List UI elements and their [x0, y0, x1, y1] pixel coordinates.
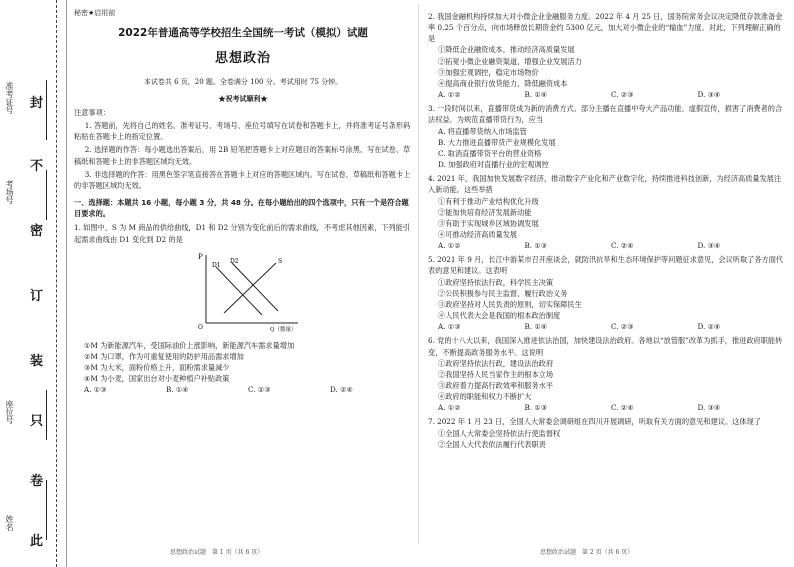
option: ③M 为大米，面粉价格上升，面粉需求量减少	[84, 363, 230, 373]
option: ①政府坚持依法行政，科学民主决策	[438, 277, 554, 287]
binding-char: 订	[30, 289, 44, 304]
option: B. 大力推进直播带货产业规模化发展	[438, 137, 556, 147]
answer-choice: B. ①③	[524, 241, 548, 251]
option: ④政府的职能和权力不断扩大	[438, 392, 532, 402]
option: ④可推动经济高质量发展	[438, 229, 518, 239]
option: D. 加强政府对直播行业的宏观调控	[438, 160, 549, 170]
option: ③有助于实现城乡区域协调发展	[438, 218, 539, 228]
d2-label: D2	[230, 257, 239, 265]
answer-choice: A. ①②	[438, 403, 461, 413]
answer-row	[74, 384, 412, 395]
good-luck-line: ★祝考试顺利★	[218, 94, 268, 104]
answer-choice: C. ②③	[248, 385, 271, 395]
answer-choice: C. ②③	[611, 322, 634, 332]
binding-strip	[0, 0, 66, 567]
field-line-name[interactable]	[46, 480, 47, 540]
d1-label: D1	[212, 261, 221, 269]
field-label-seat: 座位号	[5, 400, 14, 424]
question-2	[428, 11, 784, 100]
question-7	[428, 416, 784, 449]
binding-char: 装	[30, 354, 44, 369]
option: ③政府坚持对人民负责的原则，切实保障民生	[438, 299, 582, 309]
option: ④人民代表大会是我国的根本政治制度	[438, 311, 561, 321]
notice-item: 3. 非选择题的作答：用黑色签字笔直接答在答题卡上对应的答题区域内。写在试卷、草稿纸和答题卡上的非答题区域均无效。	[74, 169, 411, 190]
q-axis-label: Q（数量）	[270, 326, 297, 333]
answer-choice: D. ③④	[697, 403, 721, 413]
right-column	[428, 8, 784, 544]
exam-info: 本试卷共 6 页，20 题。全卷满分 100 分。考试用时 75 分钟。	[143, 78, 343, 87]
answer-choice: B. ①④	[524, 322, 548, 332]
question-stem: 7. 2022 年 1 月 23 日，全国人大常委会调研组在四川开展调研，听取有关方面的意见和建议。这体现了	[428, 417, 761, 427]
option: A. 将直播带货纳入市场监管	[438, 126, 527, 136]
notice-block	[74, 107, 412, 191]
option: ③政府着力提高行政效率和服务水平	[438, 381, 554, 390]
answer-row	[428, 321, 784, 332]
option: ②拓宽小微企业融资渠道，增强企业发展活力	[438, 56, 582, 66]
question-stem: 4. 2021 年，我国加快发展数字经济，推动数字产业化和产业数字化，持续推进科技创新，为经济高质量发展注入新动能。这些举措	[428, 174, 782, 195]
option: ②M 为口罩，作为可重复使用的防护用品需求增加	[84, 351, 244, 361]
answer-choice: C. ②④	[611, 241, 634, 251]
binding-char: 封	[30, 96, 44, 111]
answer-choice: A. ①③	[438, 322, 461, 332]
binding-char: 卷	[30, 474, 44, 489]
question-4	[428, 173, 784, 251]
column-divider	[418, 4, 419, 544]
question-1	[74, 222, 412, 395]
question-stem: 5. 2021 年 9 月，长江中游某市召开座谈会，就防汛抗旱和生态环境保护等问题征求意见，会议听取了各方面代表的意见和建议。这表明	[428, 255, 784, 276]
option: ①全国人大常委会坚持依法行使监督权	[438, 428, 561, 438]
notice-item: 1. 答题前，先将自己的姓名、准考证号、考场号、座位号填写在试卷和答题卡上，并将准考证号条形码粘贴在答题卡上的指定位置。	[74, 121, 411, 142]
notice-heading: 注意事项：	[74, 107, 110, 117]
question-stem: 3. 一段时间以来，直播带货成为新的消费方式。部分主播在直播中夸大产品功能、虚假宣传，损害了消费者的合法权益。为规范直播带货行为，应当	[428, 104, 783, 125]
answer-choice: A. ①②	[438, 90, 461, 100]
origin-label: O	[198, 323, 203, 331]
left-column	[74, 8, 412, 396]
answer-row	[428, 402, 784, 413]
field-line-seat[interactable]	[46, 390, 47, 440]
option: ①M 为新能源汽车，受国际油价上涨影响，新能源汽车需求量增加	[84, 340, 295, 350]
answer-row	[428, 89, 784, 100]
option: ④M 为小麦，国家出台对小麦种植户补贴政策	[84, 374, 230, 384]
supply-curve-s	[224, 263, 276, 313]
question-5	[428, 254, 784, 332]
dashed-seal-line	[56, 0, 57, 567]
field-label-name: 姓名	[5, 515, 14, 531]
answer-choice: D. ③④	[697, 241, 721, 251]
option: ④提高商业银行放贷能力，降低融资成本	[438, 78, 568, 88]
question-stem: 1. 如图中，S 为 M 商品的供给曲线，D1 和 D2 分别为变化前后的需求曲线，不考虑其他因素，下列能引起需求曲线由 D1 变化到 D2 的是	[74, 223, 411, 244]
notice-item: 2. 选择题的作答：每小题选出答案后，用 2B 铅笔把答题卡上对应题目的答案标号涂黑。写在试卷、草稿纸和答题卡上的非答题区域均无效。	[74, 145, 411, 166]
s-label: S	[278, 257, 283, 265]
page-footer-right: 思想政治试题 第 2 页（共 6 页）	[540, 549, 634, 556]
answer-choice: B. ①④	[524, 90, 548, 100]
answer-choice: A. ①②	[438, 241, 461, 251]
demand-curve-d1	[216, 267, 262, 315]
section-heading: 一、选择题：本题共 16 小题，每小题 3 分，共 48 分。在每小题给出的四个选项中，只有一个是符合题目要求的。	[74, 198, 409, 219]
exam-title: 2022年普通高等学校招生全国统一考试（模拟）试题	[118, 26, 368, 39]
subject-title: 思想政治	[214, 51, 271, 67]
answer-choice: B. ①④	[166, 385, 189, 395]
option: ①有利于推动产业结构优化升级	[438, 196, 539, 206]
binding-char: 只	[30, 414, 44, 429]
answer-choice: B. ①③	[524, 403, 548, 413]
demand-curve-d2	[232, 263, 278, 311]
answer-row	[428, 240, 784, 251]
page-footer-left: 思想政治试题 第 1 页（共 6 页）	[170, 549, 264, 556]
answer-choice: D. ②④	[330, 385, 353, 395]
answer-choice: A. ①③	[84, 385, 107, 395]
field-line-exam-number[interactable]	[46, 80, 47, 140]
right-question-list	[428, 11, 784, 450]
answer-choice: C. ②④	[611, 403, 634, 413]
answer-choice: D. ③④	[697, 90, 721, 100]
binding-edge-line	[66, 0, 67, 567]
secret-tag: 秘密★启用前	[74, 9, 116, 17]
field-label-exam-number: 准考证号	[5, 82, 14, 114]
option: ③加强宏观调控，稳定市场物价	[438, 67, 539, 77]
field-label-room: 考场号	[5, 180, 14, 204]
question-3	[428, 103, 784, 170]
question-stem: 2. 我国金融机构持续加大对小微企业金融服务力度。2022 年 4 月 25 日，国务院常务会议决定降低存款准备金率 0.25 个百分点，向市场释放长期资金约 5300 亿元，加大对小微企业的“输血”力度。对此，下列理解正确的是	[428, 12, 783, 44]
question-stem: 6. 党的十八大以来，我国深入推进依法治国，加快建设法治政府。各地以“放管服”改革为抓手，推进政府职能转变，不断提高政务服务水平。这说明	[428, 336, 783, 357]
binding-char: 密	[30, 224, 44, 239]
answer-choice: D. ②④	[697, 322, 721, 332]
option: ②能加快培育经济发展新动能	[438, 207, 532, 217]
option: ①降低企业融资成本，推动经济高质量发展	[438, 45, 575, 55]
p-axis-label: P	[198, 252, 203, 261]
supply-demand-chart	[194, 249, 304, 333]
option: C. 取消直播带货平台的营业资格	[438, 148, 542, 158]
answer-choice: C. ②③	[611, 90, 634, 100]
field-line-room[interactable]	[46, 170, 47, 220]
question-6	[428, 335, 784, 413]
option: ②公民积极参与民主监督，履行政治义务	[438, 288, 568, 298]
option: ②我国坚持人民当家作主的根本立场	[438, 369, 554, 379]
binding-char: 不	[30, 159, 44, 174]
option: ②全国人大代表依法履行代表职责	[438, 439, 546, 449]
option: ①政府坚持依法行政，建设法治政府	[438, 358, 554, 368]
binding-char: 此	[30, 534, 44, 549]
